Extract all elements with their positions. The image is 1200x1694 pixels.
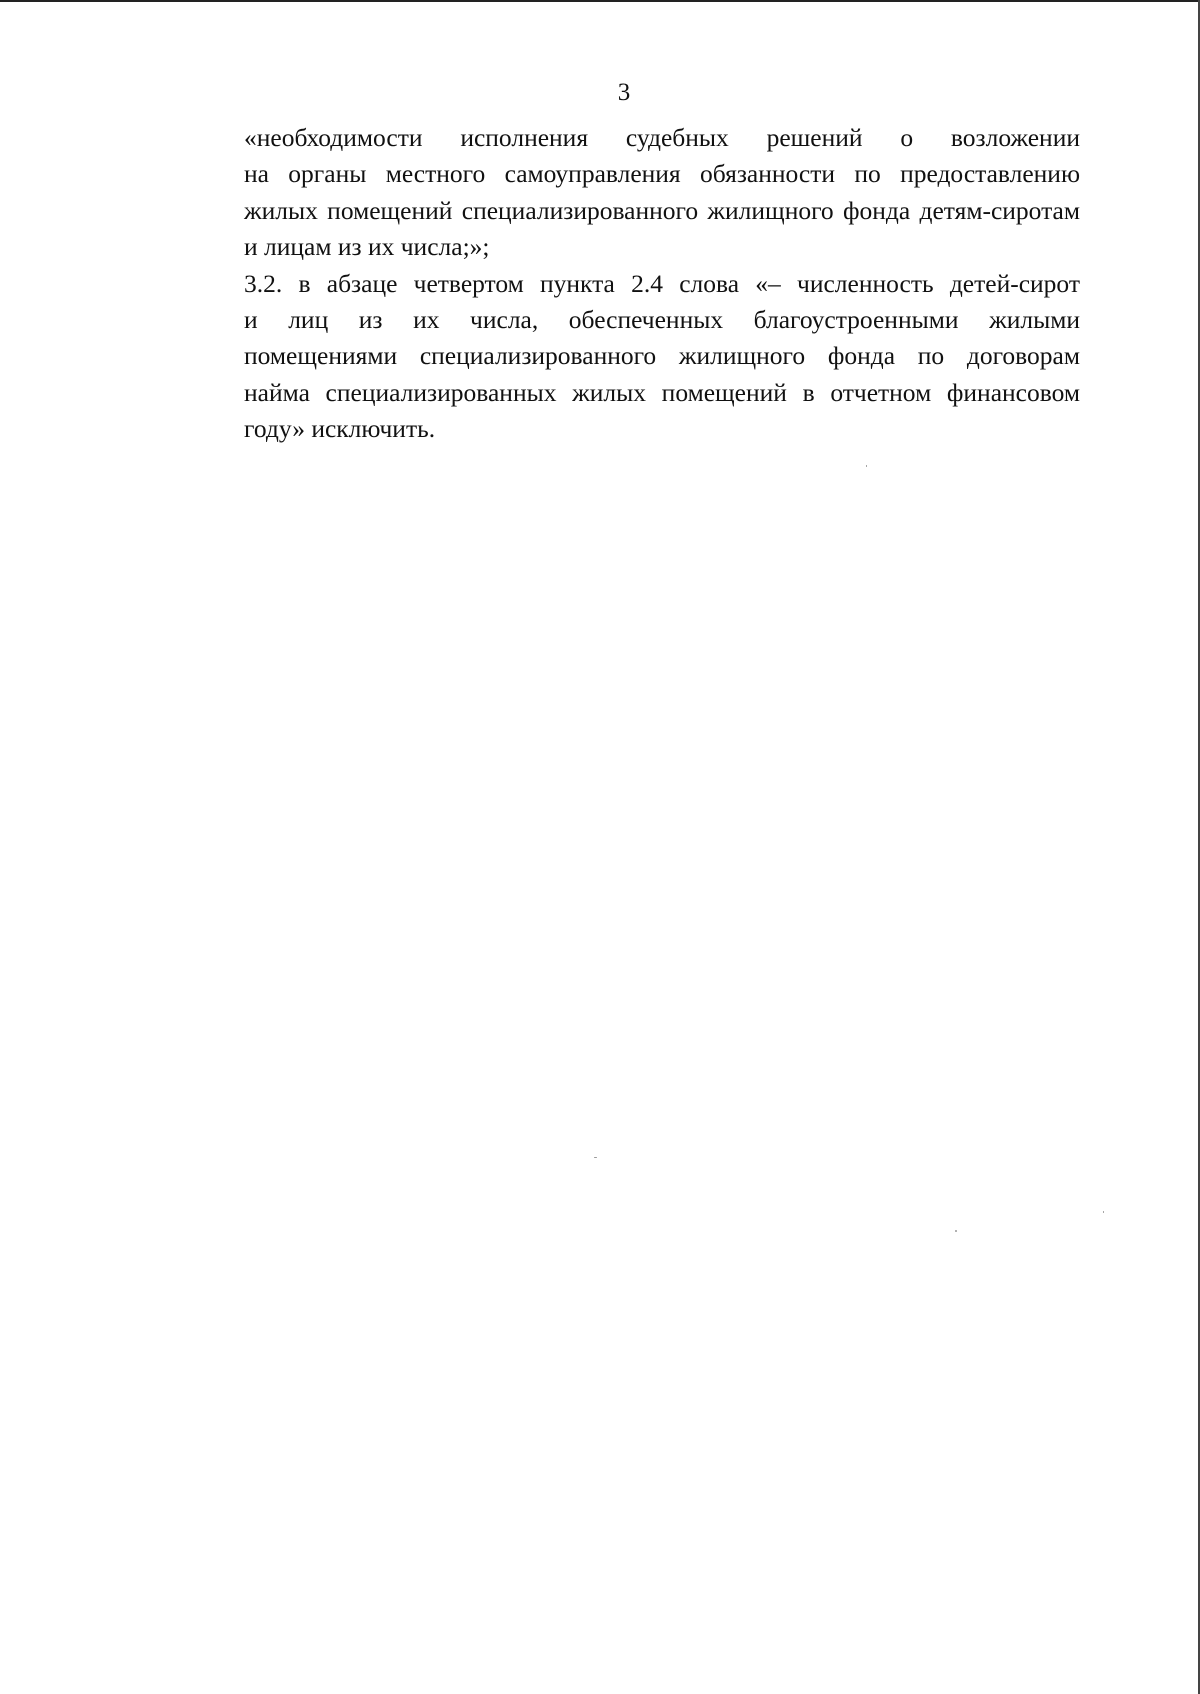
text-line: помещениями специализированного жилищного фонда по договорам [244, 341, 1080, 371]
paragraph-2 [172, 266, 1080, 448]
scan-speck [866, 465, 867, 467]
scan-speck [955, 1230, 957, 1232]
text-line: найма специализированных жилых помещений в отчетном финансовом [244, 377, 1080, 407]
text-line: и лиц из их числа, обеспеченных благоустроенными жилыми [244, 305, 1080, 335]
scan-speck [594, 1157, 597, 1158]
text-line: «необходимости исполнения судебных решений о возложении [244, 123, 1080, 152]
scan-speck [1103, 1211, 1104, 1213]
text-line: и лицам из их числа;»; [244, 232, 490, 262]
text-line: году» исключить. [244, 414, 436, 444]
text-line: 3.2. в абзаце четвертом пункта 2.4 слова «– численность детей-сирот [244, 268, 1080, 298]
document-body [172, 120, 1080, 448]
text-line: на органы местного самоуправления обязанности по предоставлению [244, 159, 1080, 189]
text-line: жилых помещений специализированного жилищного фонда детям-сиротам [244, 195, 1080, 225]
paragraph-1 [172, 120, 1080, 266]
page-number: 3 [617, 79, 631, 106]
scan-top-edge [0, 0, 1200, 2]
